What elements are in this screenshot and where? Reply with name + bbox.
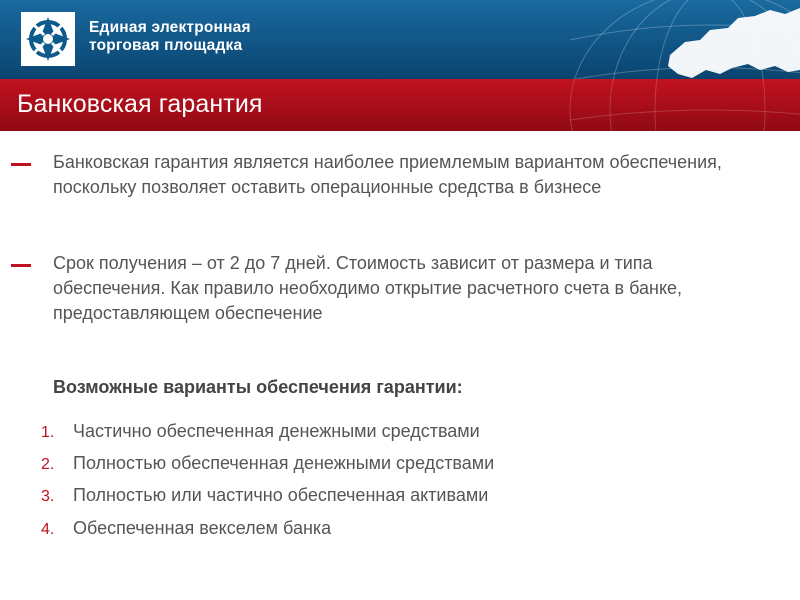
brand-name-line-1: Единая электронная [89, 19, 251, 36]
list-text: Частично обеспеченная денежными средствами [73, 421, 480, 441]
list-text: Полностью обеспеченная денежными средствами [73, 453, 495, 473]
list-number: 2. [41, 456, 55, 473]
list-item [0, 485, 800, 511]
list-item [0, 518, 800, 544]
slide-title: Банковская гарантия [17, 90, 263, 118]
list-item [0, 453, 800, 479]
company-logo-icon [21, 12, 75, 66]
bullet-text: Срок получения – от 2 до 7 дней. Стоимость зависит от размера и типа обеспечения. Как правило необходимо открытие расчетного счета в банке, предоставляющем обеспечение [53, 253, 683, 323]
top-header [0, 0, 800, 79]
title-bar [0, 79, 800, 131]
list-text: Полностью или частично обеспеченная активами [73, 485, 489, 505]
section-heading: Возможные варианты обеспечения гарантии: [53, 377, 463, 397]
bullet-dash-icon [11, 163, 31, 166]
list-number: 4. [41, 521, 55, 538]
list-number: 3. [41, 488, 55, 505]
globe-map-icon [560, 0, 800, 79]
brand-name-line-2: торговая площадка [89, 37, 243, 54]
list-text: Обеспеченная векселем банка [73, 518, 332, 538]
globe-grid-icon [560, 79, 800, 131]
list-number: 1. [41, 424, 55, 441]
bullet-dash-icon [11, 264, 31, 267]
bullet-text: Банковская гарантия является наиболее приемлемым вариантом обеспечения, поскольку позволяет оставить операционные средства в бизнесе [53, 152, 722, 197]
list-item [0, 421, 800, 447]
